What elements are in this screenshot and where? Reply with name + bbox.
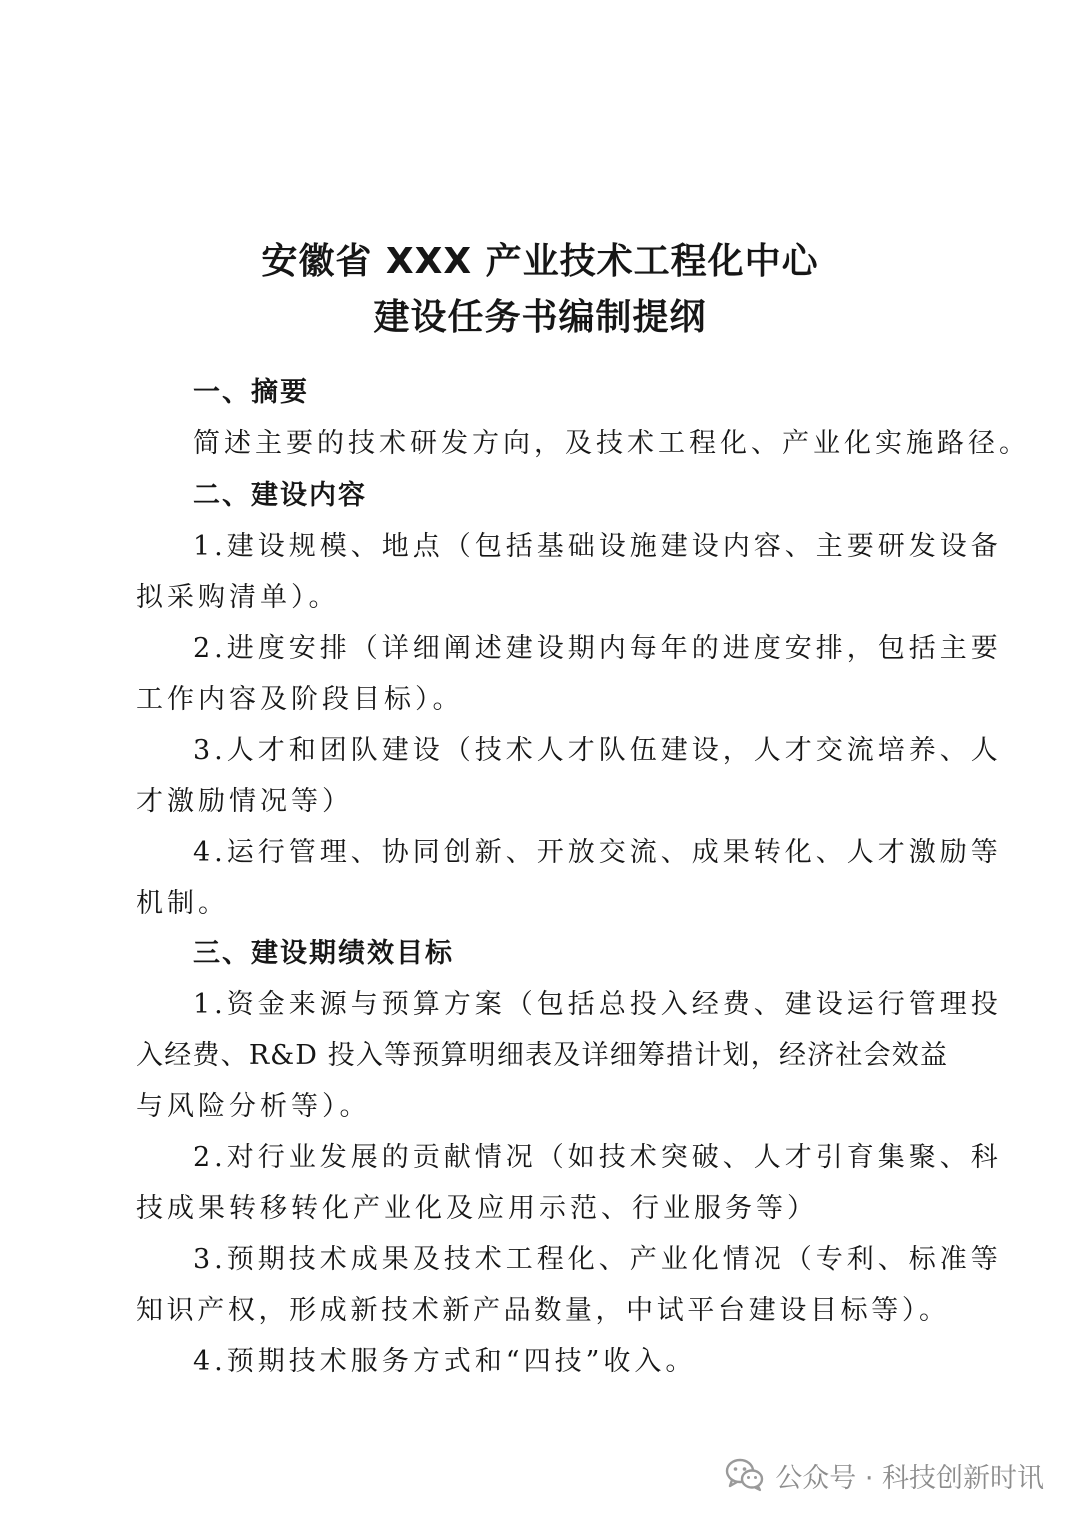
item-3-2-line-2: 技成果转移转化产业化及应用示范、行业服务等） bbox=[136, 1193, 818, 1224]
title-line-1: 安徽省 XXX 产业技术工程化中心 bbox=[261, 241, 819, 282]
item-2-1-line-1: 1.建设规模、地点（包括基础设施建设内容、主要研发设备 bbox=[193, 531, 1002, 562]
item-2-1-line-2: 拟采购清单）。 bbox=[136, 582, 340, 613]
item-2-4-line-2: 机制。 bbox=[136, 888, 229, 919]
wechat-icon bbox=[725, 1458, 765, 1492]
item-3-4-line-1: 4.预期技术服务方式和“四技”收入。 bbox=[193, 1346, 697, 1377]
item-3-1-line-3: 与风险分析等）。 bbox=[136, 1091, 371, 1122]
item-3-1-line-1: 1.资金来源与预算方案（包括总投入经费、建设运行管理投 bbox=[193, 989, 1002, 1020]
section-heading-construction: 二、建设内容 bbox=[193, 480, 367, 511]
item-2-4-line-1: 4.运行管理、协同创新、开放交流、成果转化、人才激励等 bbox=[193, 837, 1002, 868]
item-3-2-line-1: 2.对行业发展的贡献情况（如技术突破、人才引育集聚、科 bbox=[193, 1142, 1002, 1173]
item-3-3-line-1: 3.预期技术成果及技术工程化、产业化情况（专利、标准等 bbox=[193, 1244, 1002, 1275]
item-3-3-line-2: 知识产权，形成新技术新产品数量，中试平台建设目标等）。 bbox=[136, 1295, 948, 1326]
watermark-text: 公众号 · 科技创新时讯 bbox=[775, 1462, 1044, 1494]
item-3-1-line-2: 入经费、R&D 投入等预算明细表及详细筹措计划，经济社会效益 bbox=[136, 1040, 948, 1071]
section-heading-performance: 三、建设期绩效目标 bbox=[193, 938, 454, 969]
item-2-3-line-2: 才激励情况等） bbox=[136, 786, 353, 817]
item-2-2-line-1: 2.进度安排（详细阐述建设期内每年的进度安排，包括主要 bbox=[193, 633, 1002, 664]
watermark bbox=[725, 1455, 1044, 1495]
section-heading-abstract: 一、摘要 bbox=[193, 377, 309, 408]
paragraph-abstract: 简述主要的技术研发方向，及技术工程化、产业化实施路径。 bbox=[193, 428, 1030, 459]
item-2-2-line-2: 工作内容及阶段目标）。 bbox=[136, 684, 464, 715]
title-line-2: 建设任务书编制提纲 bbox=[373, 297, 707, 338]
item-2-3-line-1: 3.人才和团队建设（技术人才队伍建设，人才交流培养、人 bbox=[193, 735, 1002, 766]
